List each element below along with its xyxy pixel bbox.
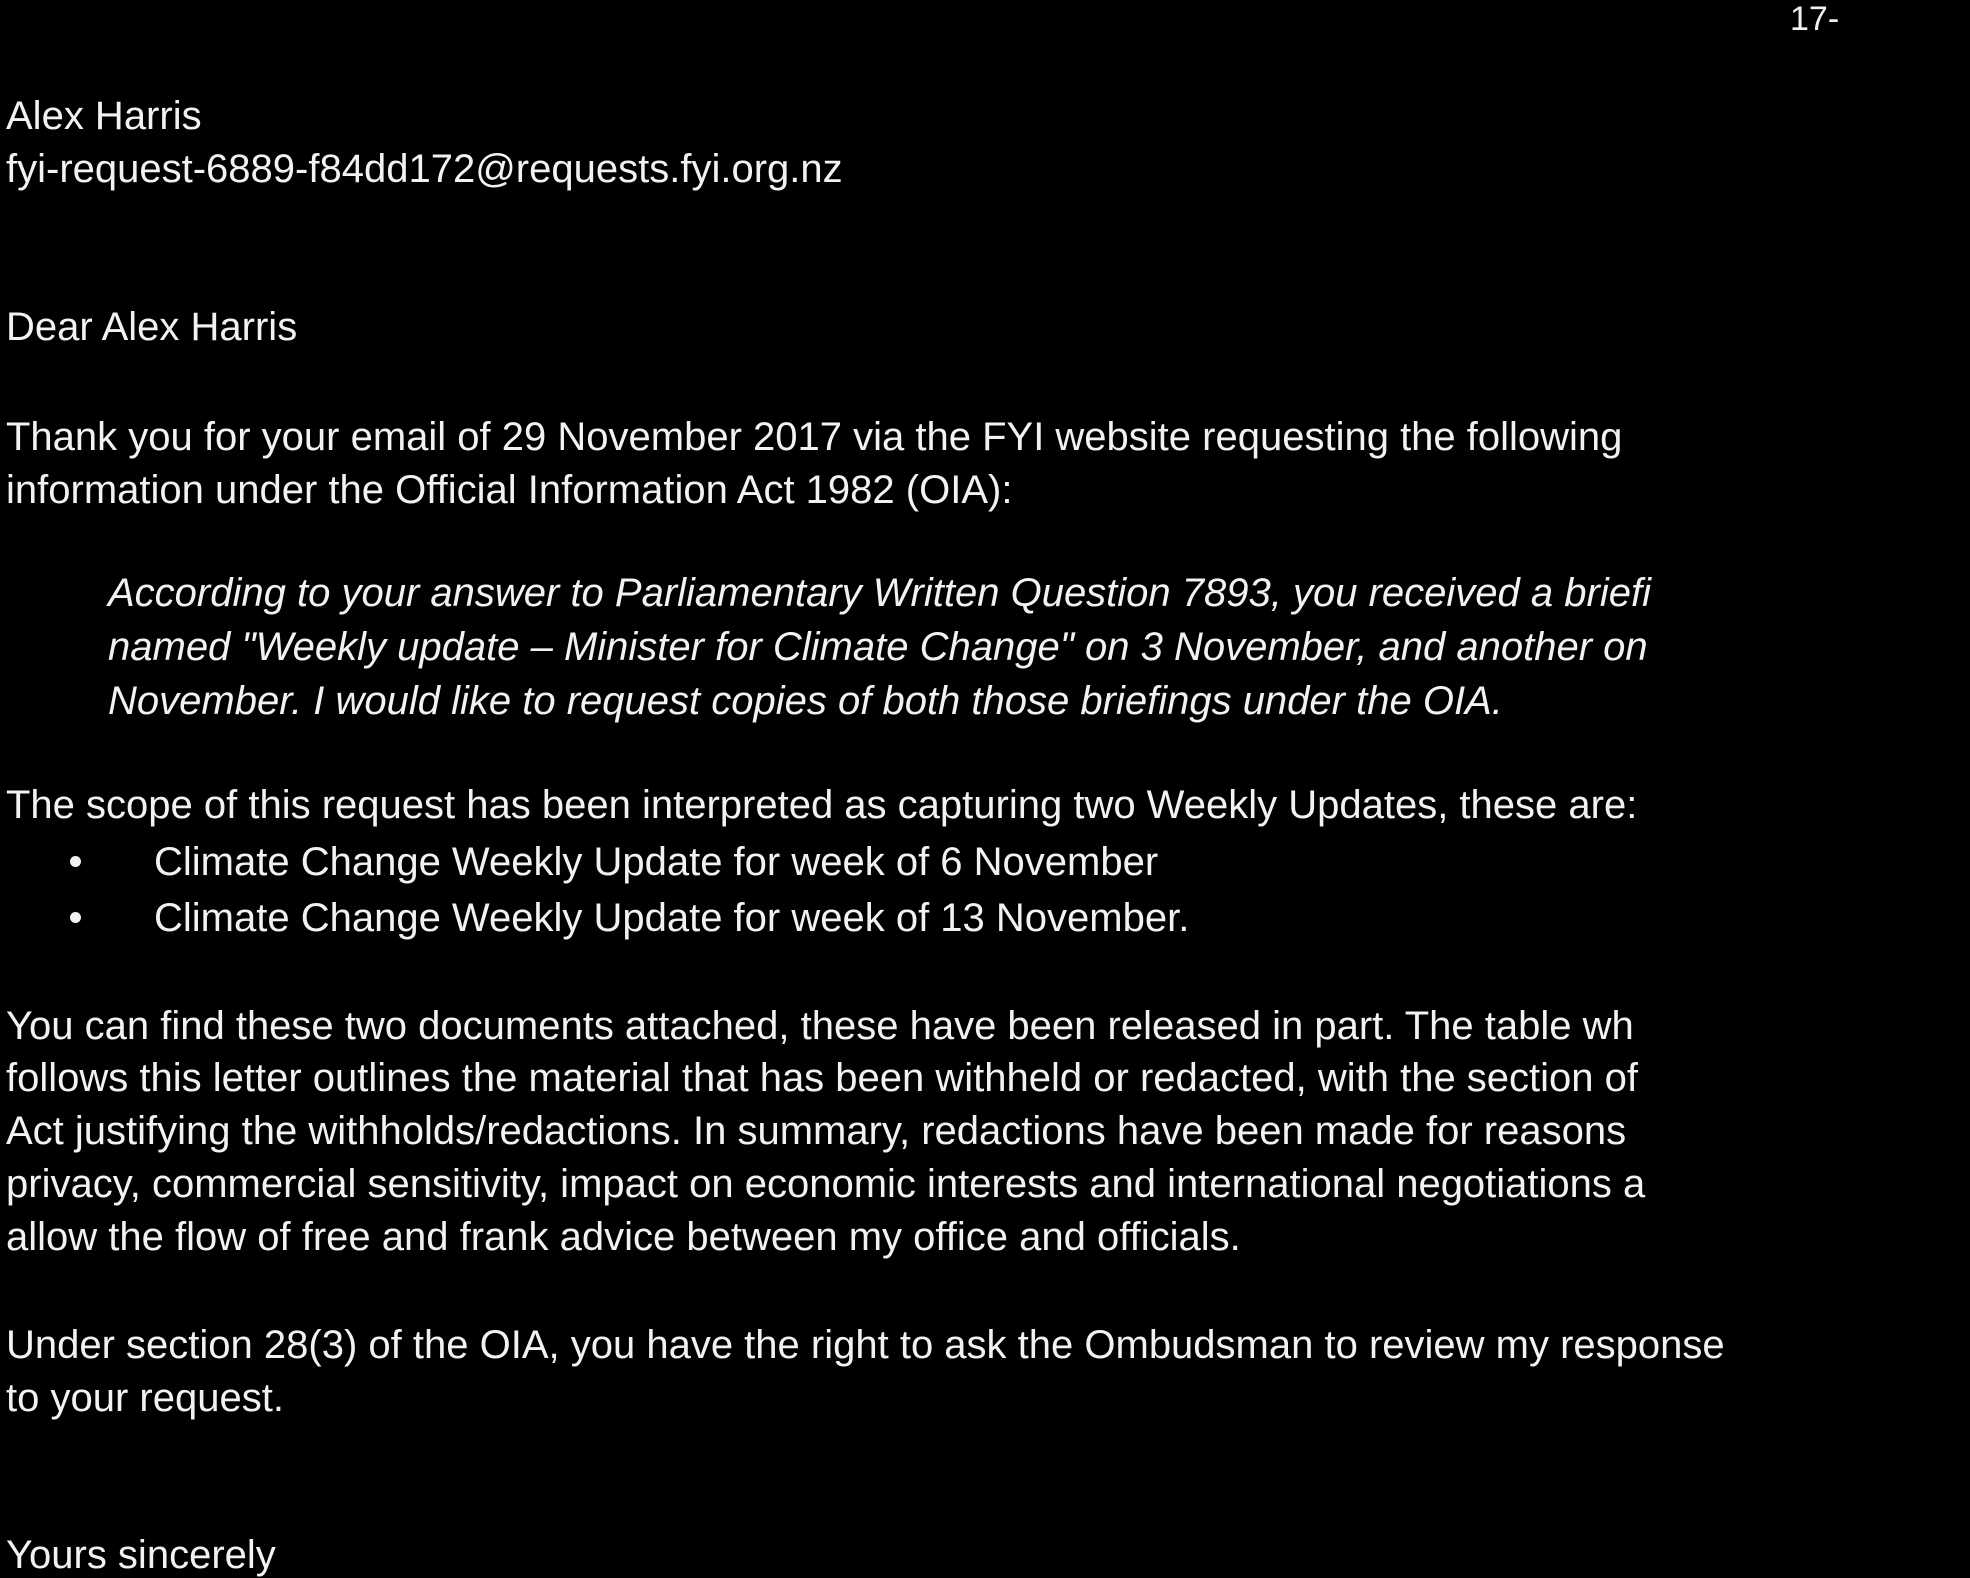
- bullet-icon: [70, 912, 81, 923]
- paragraph-line: allow the flow of free and frank advice between my office and officials.: [6, 1215, 1241, 1259]
- salutation: Dear Alex Harris: [6, 305, 298, 349]
- list-item-text: Climate Change Weekly Update for week of 6 November: [154, 840, 1159, 884]
- quote-line: named "Weekly update – Minister for Climate Change" on 3 November, and another on: [108, 625, 1648, 669]
- quote-line: According to your answer to Parliamentary Written Question 7893, you received a briefi: [108, 571, 1651, 615]
- intro-line: Thank you for your email of 29 November 2017 via the FYI website requesting the following: [6, 415, 1623, 459]
- closing: Yours sincerely: [6, 1533, 276, 1577]
- page-reference: 17-: [1790, 0, 1840, 38]
- recipient-email: fyi-request-6889-f84dd172@requests.fyi.org.nz: [6, 147, 843, 191]
- paragraph-line: to your request.: [6, 1376, 284, 1420]
- bullet-icon: [70, 856, 81, 867]
- paragraph-line: Under section 28(3) of the OIA, you have the right to ask the Ombudsman to review my response: [6, 1323, 1725, 1367]
- intro-line: information under the Official Information Act 1982 (OIA):: [6, 468, 1013, 512]
- paragraph-line: follows this letter outlines the material that has been withheld or redacted, with the section of: [6, 1056, 1639, 1100]
- paragraph-line: Act justifying the withholds/redactions. In summary, redactions have been made for reasons: [6, 1109, 1627, 1153]
- scope-text: The scope of this request has been interpreted as capturing two Weekly Updates, these are:: [6, 783, 1638, 827]
- recipient-name: Alex Harris: [6, 94, 202, 138]
- paragraph-line: You can find these two documents attached, these have been released in part. The table wh: [6, 1004, 1634, 1048]
- list-item-text: Climate Change Weekly Update for week of 13 November.: [154, 896, 1190, 940]
- quote-line: November. I would like to request copies of both those briefings under the OIA.: [108, 679, 1503, 723]
- paragraph-line: privacy, commercial sensitivity, impact on economic interests and international negotiations a: [6, 1162, 1646, 1206]
